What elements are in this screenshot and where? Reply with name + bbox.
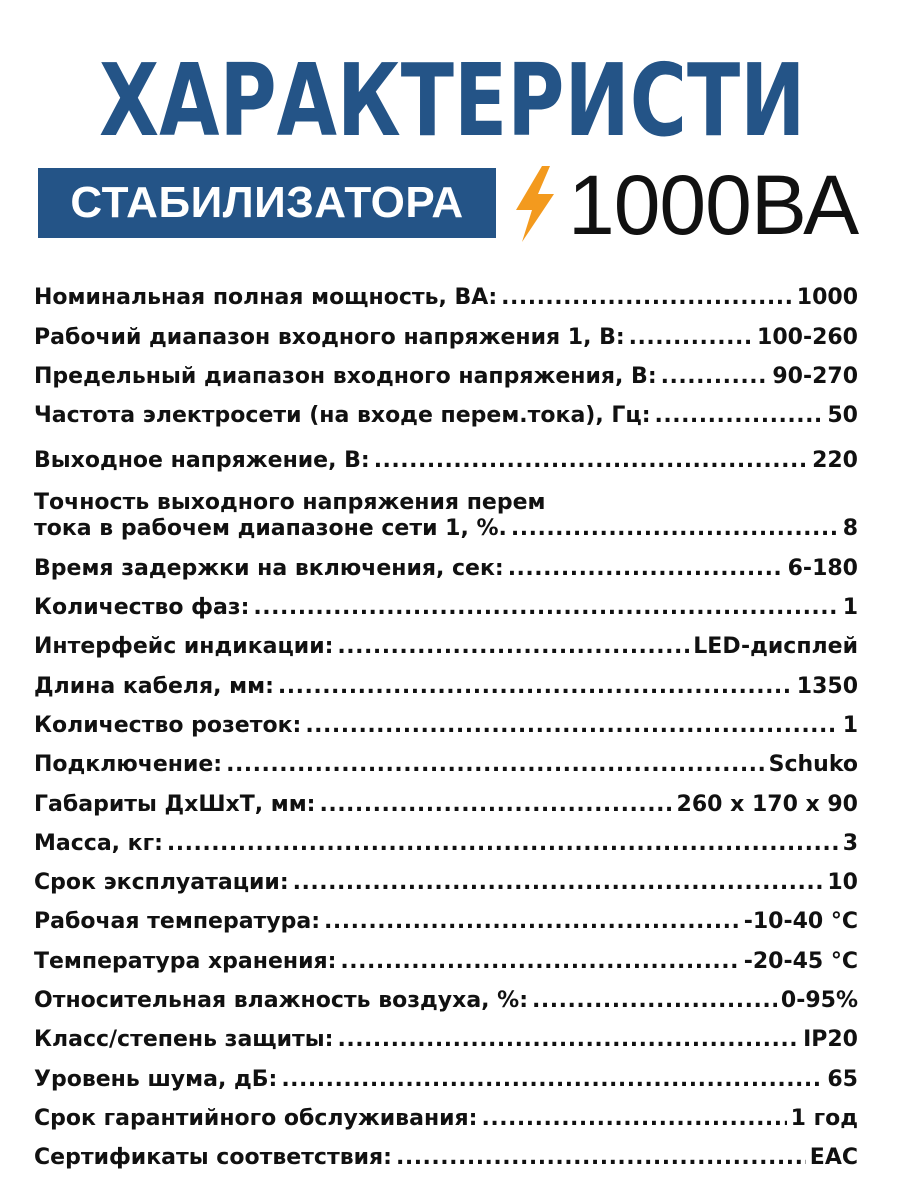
spec-row — [34, 351, 858, 390]
spec-label: Длина кабеля, мм: — [34, 673, 274, 699]
spec-row — [34, 621, 858, 660]
spec-label: Срок эксплуатации: — [34, 870, 289, 896]
dot-leader — [532, 988, 777, 1014]
spec-label: Масса, кг: — [34, 830, 163, 856]
dot-leader — [508, 556, 784, 582]
spec-value: -10-40 °C — [743, 909, 858, 935]
spec-row — [34, 896, 858, 935]
dot-leader — [629, 325, 753, 351]
model-name: 1000ВА — [568, 158, 859, 252]
dot-leader — [278, 674, 793, 700]
spec-label: Температура хранения: — [34, 948, 337, 974]
spec-row — [34, 390, 858, 429]
dot-leader — [293, 870, 824, 896]
dot-leader — [501, 285, 793, 311]
dot-leader — [305, 713, 838, 739]
spec-label: Подключение: — [34, 752, 223, 778]
spec-row — [34, 542, 858, 581]
spec-row — [34, 272, 858, 311]
spec-value: 0-95% — [780, 988, 858, 1014]
spec-row — [34, 1014, 858, 1053]
spec-row — [34, 582, 858, 621]
spec-value: 1000 — [796, 285, 858, 311]
spec-list — [34, 272, 858, 1171]
spec-label: Частота электросети (на входе перем.тока), Гц: — [34, 403, 651, 429]
dot-leader — [661, 364, 769, 390]
spec-label: Выходное напряжение, В: — [34, 448, 370, 474]
dot-leader — [253, 595, 838, 621]
spec-row — [34, 857, 858, 896]
spec-value: 8 — [842, 516, 858, 542]
spec-value: Schuko — [768, 752, 858, 778]
spec-row — [34, 660, 858, 699]
spec-value: 1 — [842, 712, 858, 738]
spec-label: Срок гарантийного обслуживания: — [34, 1105, 478, 1131]
dot-leader — [337, 1027, 799, 1053]
dot-leader — [655, 403, 824, 429]
spec-value: 260 x 170 x 90 — [676, 791, 858, 817]
spec-label: тока в рабочем диапазоне сети 1, %. — [34, 516, 507, 542]
dot-leader — [281, 1067, 823, 1093]
dot-leader — [481, 1106, 786, 1132]
dot-leader — [324, 909, 740, 935]
spec-label: Рабочая температура: — [34, 909, 321, 935]
spec-value: EAC — [809, 1145, 858, 1171]
spec-value: LED-дисплей — [693, 634, 858, 660]
spec-label: Относительная влажность воздуха, %: — [34, 988, 529, 1014]
spec-row — [34, 935, 858, 974]
dot-leader — [396, 1145, 806, 1171]
dot-leader — [167, 831, 839, 857]
spec-value: 65 — [827, 1066, 858, 1092]
spec-label: Рабочий диапазон входного напряжения 1, В: — [34, 324, 625, 350]
spec-value: IP20 — [803, 1027, 858, 1053]
spec-value: 3 — [842, 830, 858, 856]
spec-label: Номинальная полная мощность, ВА: — [34, 285, 498, 311]
spec-label-line1: Точность выходного напряжения перем — [34, 490, 546, 516]
spec-row — [34, 474, 858, 542]
spec-value: 1350 — [796, 673, 858, 699]
spec-label: Предельный диапазон входного напряжения, В: — [34, 363, 657, 389]
spec-value: 50 — [827, 403, 858, 429]
spec-value: 6-180 — [787, 555, 858, 581]
spec-row — [34, 700, 858, 739]
spec-label: Интерфейс индикации: — [34, 634, 334, 660]
spec-row — [34, 818, 858, 857]
spec-label: Время задержки на включения, сек: — [34, 555, 504, 581]
spec-row — [34, 778, 858, 817]
spec-value: 10 — [827, 870, 858, 896]
spec-value: 100-260 — [757, 324, 858, 350]
dot-leader — [511, 516, 839, 542]
subtitle-badge: СТАБИЛИЗАТОРА — [38, 168, 496, 238]
spec-row — [34, 311, 858, 350]
dot-leader — [340, 949, 739, 975]
spec-label: Класс/степень защиты: — [34, 1027, 334, 1053]
dot-leader — [226, 752, 765, 778]
spec-label: Уровень шума, дБ: — [34, 1066, 278, 1092]
spec-label: Количество фаз: — [34, 595, 250, 621]
dot-leader — [319, 792, 672, 818]
dot-leader — [337, 634, 689, 660]
spec-row — [34, 435, 858, 474]
spec-value: 1 — [842, 595, 858, 621]
spec-row — [34, 739, 858, 778]
spec-value: 1 год — [790, 1105, 858, 1131]
spec-value: 220 — [812, 448, 858, 474]
lightning-bolt-icon — [512, 166, 558, 242]
spec-value: 90-270 — [772, 363, 858, 389]
spec-row — [34, 975, 858, 1014]
spec-row — [34, 1053, 858, 1092]
spec-value: -20-45 °C — [743, 948, 858, 974]
dot-leader — [374, 448, 808, 474]
spec-label: Габариты ДхШхТ, мм: — [34, 791, 316, 817]
spec-row — [34, 1132, 858, 1171]
spec-row — [34, 1093, 858, 1132]
spec-label: Сертификаты соответствия: — [34, 1145, 392, 1171]
page-title: ХАРАКТЕРИСТИ — [99, 42, 806, 159]
spec-label: Количество розеток: — [34, 712, 302, 738]
